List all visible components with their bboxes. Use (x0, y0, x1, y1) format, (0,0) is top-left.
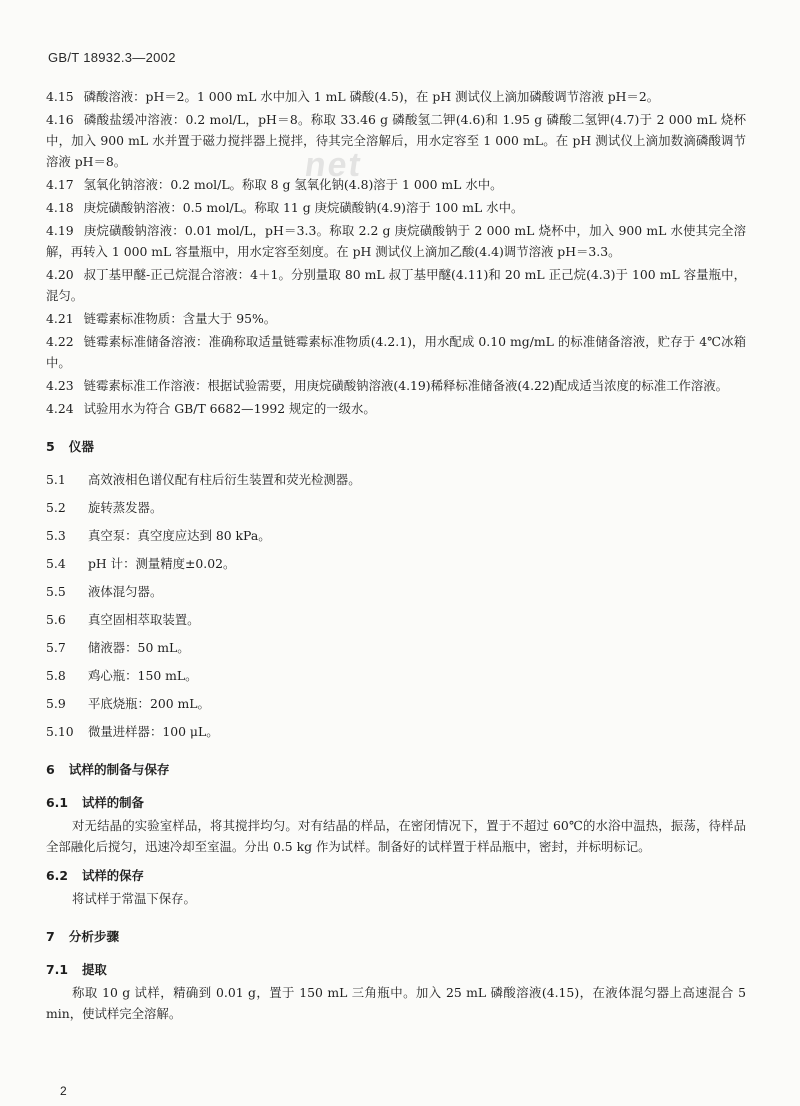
section-title: 仪器 (68, 439, 94, 454)
item-text: 庚烷磺酸钠溶液：0.5 mol/L。称取 11 g 庚烷磺酸钠(4.9)溶于 100 mL 水中。 (83, 200, 524, 215)
item-number: 5.7 (46, 640, 66, 655)
item-text: 液体混匀器。 (88, 584, 163, 599)
item-text: 庚烷磺酸钠溶液：0.01 mol/L，pH＝3.3。称取 2.2 g 庚烷磺酸钠于 2 000 mL 烧杯中，加入 900 mL 水使其完全溶解，再转入 1 000 mL 容量瓶中，用水定容至刻度。在 pH 测试仪上滴加乙酸(4.4)调节溶液 pH＝3.3。 (46, 223, 746, 259)
reagent-item (46, 109, 746, 172)
section-heading (46, 926, 746, 947)
item-text: 真空泵：真空度应达到 80 kPa。 (88, 528, 271, 543)
subsection-title: 提取 (81, 962, 107, 977)
item-text: pH 计：测量精度±0.02。 (88, 556, 236, 571)
instrument-item (46, 469, 746, 490)
item-text: 储液器：50 mL。 (88, 640, 190, 655)
subsection-number: 6.1 (46, 795, 68, 810)
item-number: 4.16 (46, 112, 74, 127)
item-text: 氢氧化钠溶液：0.2 mol/L。称取 8 g 氢氧化钠(4.8)溶于 1 000 mL 水中。 (83, 177, 503, 192)
item-text: 高效液相色谱仪配有柱后衍生装置和荧光检测器。 (88, 472, 361, 487)
item-number: 4.24 (46, 401, 74, 416)
item-number: 5.1 (46, 472, 66, 487)
item-text: 旋转蒸发器。 (88, 500, 163, 515)
instrument-item (46, 497, 746, 518)
instrument-item (46, 581, 746, 602)
item-number: 4.20 (46, 267, 74, 282)
instrument-item (46, 637, 746, 658)
item-number: 5.3 (46, 528, 66, 543)
watermark: net (302, 146, 365, 184)
section-number: 7 (46, 929, 55, 944)
item-text: 真空固相萃取装置。 (88, 612, 200, 627)
item-number: 5.2 (46, 500, 66, 515)
item-number: 5.4 (46, 556, 66, 571)
item-text: 微量进样器：100 μL。 (88, 724, 219, 739)
item-text: 链霉素标准储备溶液：准确称取适量链霉素标准物质(4.2.1)，用水配成 0.10 mg/mL 的标准储备溶液，贮存于 4℃冰箱中。 (46, 334, 746, 370)
page-number: 2 (60, 1084, 67, 1098)
item-text: 链霉素标准工作溶液：根据试验需要，用庚烷磺酸钠溶液(4.19)稀释标准储备液(4.22)配成适当浓度的标准工作溶液。 (83, 378, 729, 393)
item-text: 叔丁基甲醚-正己烷混合溶液：4＋1。分别量取 80 mL 叔丁基甲醚(4.11)和 20 mL 正己烷(4.3)于 100 mL 容量瓶中，混匀。 (46, 267, 746, 303)
reagent-item (46, 331, 746, 373)
instrument-item (46, 553, 746, 574)
item-number: 5.10 (46, 724, 74, 739)
subsection-heading (46, 865, 746, 886)
item-number: 5.6 (46, 612, 66, 627)
item-text: 试验用水为符合 GB/T 6682—1992 规定的一级水。 (83, 401, 376, 416)
item-text: 鸡心瓶：150 mL。 (88, 668, 198, 683)
document-body (46, 86, 746, 1024)
instrument-item (46, 609, 746, 630)
item-number: 4.23 (46, 378, 74, 393)
reagent-item (46, 308, 746, 329)
subsection-heading (46, 959, 746, 980)
section-title: 分析步骤 (68, 929, 120, 944)
instrument-item (46, 665, 746, 686)
reagent-item (46, 174, 746, 195)
reagent-item (46, 375, 746, 396)
item-number: 4.19 (46, 223, 74, 238)
paragraph: 将试样于常温下保存。 (72, 891, 196, 906)
item-text: 磷酸溶液：pH＝2。1 000 mL 水中加入 1 mL 磷酸(4.5)，在 pH 测试仪上滴加磷酸调节溶液 pH＝2。 (83, 89, 660, 104)
instrument-item (46, 693, 746, 714)
item-text: 链霉素标准物质：含量大于 95%。 (83, 311, 277, 326)
item-number: 5.9 (46, 696, 66, 711)
item-number: 4.21 (46, 311, 74, 326)
subsection-title: 试样的保存 (81, 868, 144, 883)
section-heading (46, 759, 746, 780)
instrument-item (46, 721, 746, 742)
paragraph: 称取 10 g 试样，精确到 0.01 g，置于 150 mL 三角瓶中。加入 25 mL 磷酸溶液(4.15)，在液体混匀器上高速混合 5 min，使试样完全溶解。 (46, 985, 746, 1021)
reagent-item (46, 398, 746, 419)
item-number: 5.8 (46, 668, 66, 683)
item-number: 4.15 (46, 89, 74, 104)
section-title: 试样的制备与保存 (68, 762, 170, 777)
item-number: 5.5 (46, 584, 66, 599)
subsection-title: 试样的制备 (81, 795, 144, 810)
reagent-item (46, 86, 746, 107)
reagent-item (46, 264, 746, 306)
item-number: 4.18 (46, 200, 74, 215)
standard-code: GB/T 18932.3—2002 (48, 50, 176, 65)
item-text: 平底烧瓶：200 mL。 (88, 696, 210, 711)
paragraph: 对无结晶的实验室样品，将其搅拌均匀。对有结晶的样品，在密闭情况下，置于不超过 60℃的水浴中温热，振荡，待样品全部融化后搅匀，迅速冷却至室温。分出 0.5 kg 作为试样。制备好的试样置于样品瓶中，密封，并标明标记。 (46, 818, 746, 854)
item-text: 磷酸盐缓冲溶液：0.2 mol/L，pH＝8。称取 33.46 g 磷酸氢二钾(4.6)和 1.95 g 磷酸二氢钾(4.7)于 2 000 mL 烧杯中，加入 900 mL 水并置于磁力搅拌器上搅拌，待其完全溶解后，用水定容至 1 000 mL。在 pH 测试仪上滴加数滴磷酸调节溶液 pH＝8。 (46, 112, 746, 169)
reagent-item (46, 220, 746, 262)
item-number: 4.17 (46, 177, 74, 192)
section-number: 6 (46, 762, 55, 777)
section-heading (46, 436, 746, 457)
section-number: 5 (46, 439, 55, 454)
reagent-item (46, 197, 746, 218)
item-number: 4.22 (46, 334, 74, 349)
subsection-heading (46, 792, 746, 813)
subsection-number: 6.2 (46, 868, 68, 883)
subsection-number: 7.1 (46, 962, 68, 977)
instrument-item (46, 525, 746, 546)
